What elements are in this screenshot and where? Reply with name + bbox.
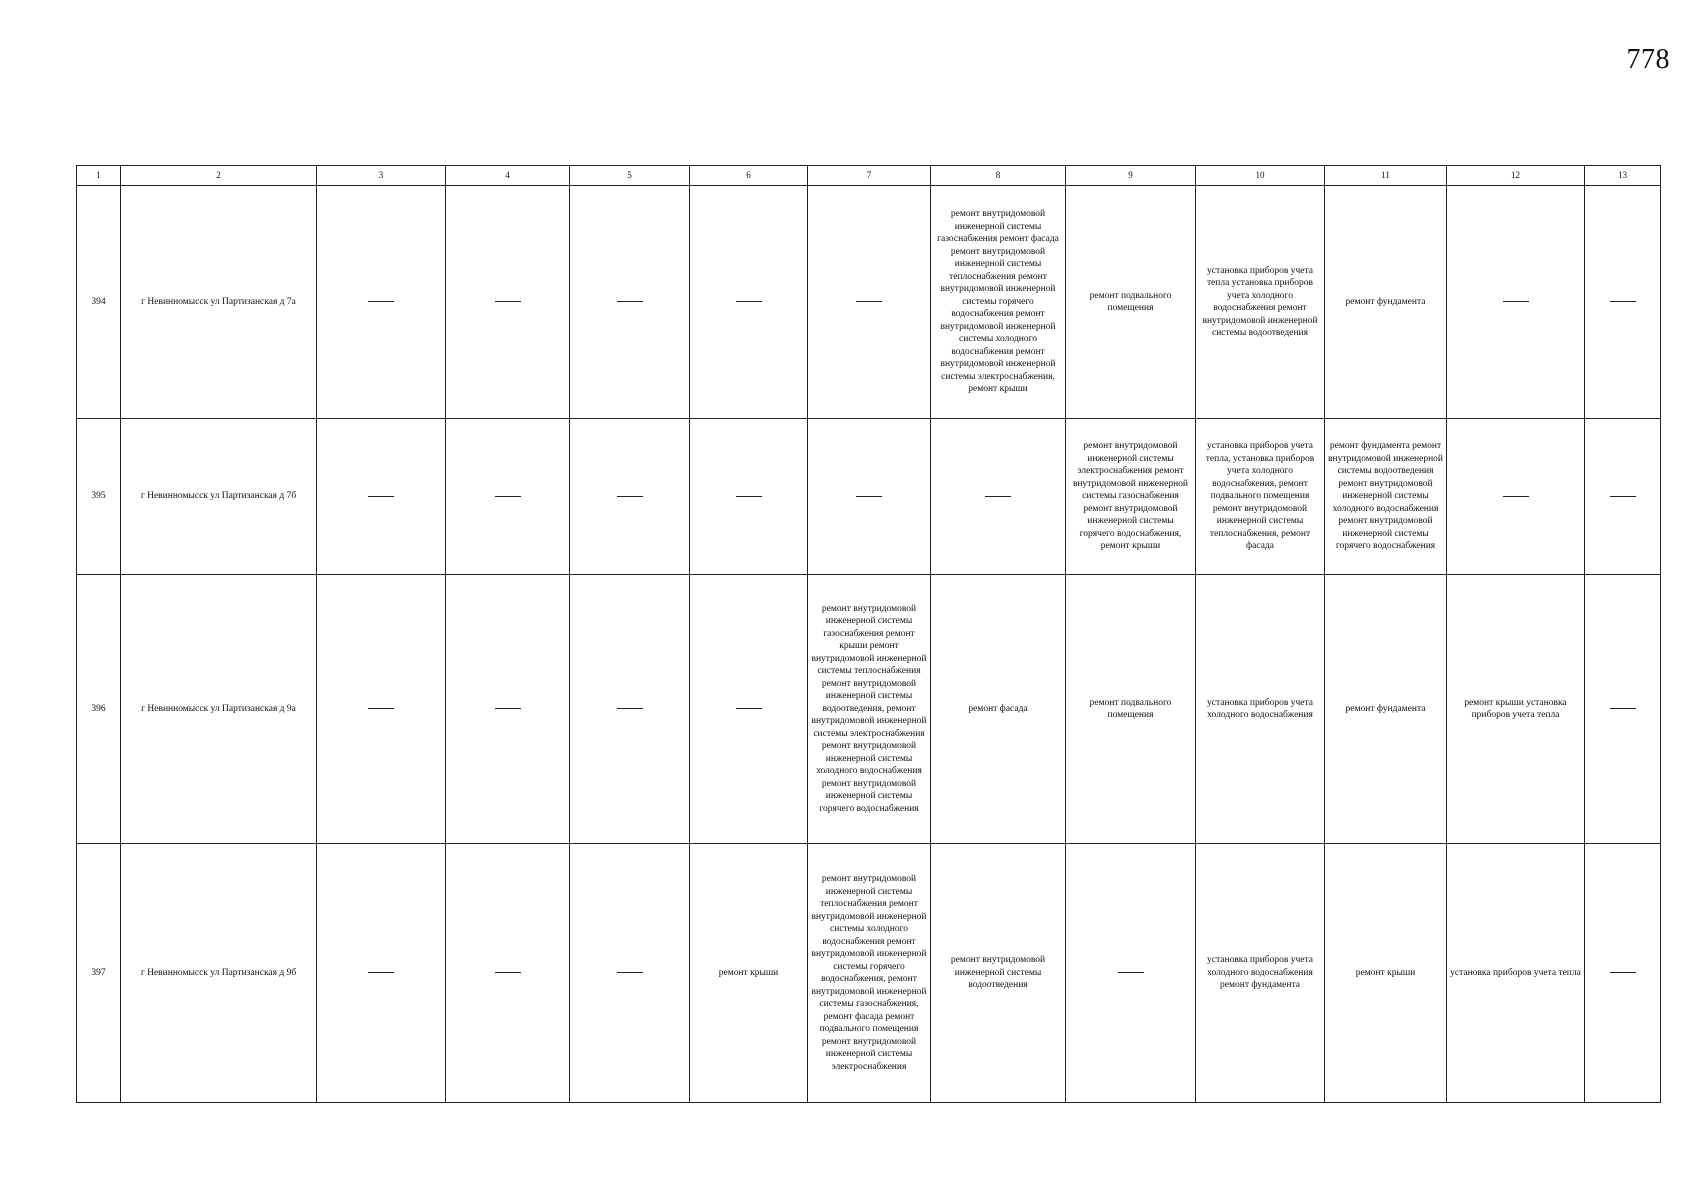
work-description: ремонт внутридомовой инженерной системы газоснабжения ремонт крыши ремонт внутридомовой инженерной системы теплоснабжения ремонт внутридомовой инженерной системы водоотведения, ремонт внутридомовой инженерной системы электроснабжения ремонт внутридомовой инженерной системы холодного водоснабжения ремонт внутридомовой инженерной системы горячего водоснабжения: [811, 603, 927, 814]
dash-mark: [617, 496, 643, 497]
row-number: 396: [77, 575, 121, 844]
address-cell: г Невинномысск ул Партизанская д 9а: [121, 575, 317, 844]
work-description: ремонт фундамента: [1345, 703, 1426, 714]
work-cell: [1447, 575, 1585, 844]
work-description: установка приборов учета тепла: [1450, 967, 1581, 978]
dash-mark: [495, 708, 521, 709]
dash-mark: [1503, 496, 1529, 497]
dash-mark: [1118, 972, 1144, 973]
table-row: [77, 186, 1661, 419]
row-number: 394: [77, 186, 121, 419]
address-cell: г Невинномысск ул Партизанская д 7а: [121, 186, 317, 419]
work-cell: [1196, 844, 1325, 1103]
address-cell: г Невинномысск ул Партизанская д 7б: [121, 419, 317, 575]
work-cell: [1325, 844, 1447, 1103]
dash-mark: [495, 972, 521, 973]
column-header: 6: [690, 166, 808, 186]
dash-mark: [617, 301, 643, 302]
work-cell: [1325, 419, 1447, 575]
dash-mark: [1503, 301, 1529, 302]
empty-cell: [317, 844, 446, 1103]
dash-mark: [368, 496, 394, 497]
repair-schedule-table: [76, 165, 1661, 1103]
empty-cell: [1447, 186, 1585, 419]
empty-cell: [570, 844, 690, 1103]
work-cell: [1196, 575, 1325, 844]
dash-mark: [1610, 972, 1636, 973]
empty-cell: [446, 186, 570, 419]
dash-mark: [368, 972, 394, 973]
dash-mark: [736, 496, 762, 497]
table-row: [77, 419, 1661, 575]
column-header: 1: [77, 166, 121, 186]
column-header: 12: [1447, 166, 1585, 186]
work-description: ремонт крыши: [1355, 967, 1416, 978]
work-description: ремонт подвального помещения: [1089, 290, 1172, 313]
empty-cell: [317, 419, 446, 575]
page-number: 778: [1626, 44, 1670, 75]
column-header: 3: [317, 166, 446, 186]
dash-mark: [495, 496, 521, 497]
row-number: 395: [77, 419, 121, 575]
column-header: 7: [808, 166, 931, 186]
empty-cell: [1066, 844, 1196, 1103]
empty-cell: [317, 575, 446, 844]
dash-mark: [1610, 708, 1636, 709]
work-cell: [1066, 186, 1196, 419]
empty-cell: [1585, 844, 1661, 1103]
dash-mark: [617, 972, 643, 973]
column-header: 4: [446, 166, 570, 186]
column-header: 11: [1325, 166, 1447, 186]
column-header: 10: [1196, 166, 1325, 186]
empty-cell: [690, 575, 808, 844]
empty-cell: [690, 419, 808, 575]
work-cell: [808, 844, 931, 1103]
empty-cell: [446, 419, 570, 575]
work-cell: [1196, 186, 1325, 419]
address-cell: г Невинномысск ул Партизанская д 9б: [121, 844, 317, 1103]
dash-mark: [368, 301, 394, 302]
empty-cell: [446, 844, 570, 1103]
work-description: ремонт крыши установка приборов учета тепла: [1464, 697, 1567, 720]
work-description: ремонт фундамента ремонт внутридомовой инженерной системы водоотведения ремонт внутридомовой инженерной системы холодного водоснабжения ремонт внутридомовой инженерной системы горячего водоснабжения: [1328, 441, 1444, 552]
work-description: ремонт внутридомовой инженерной системы газоснабжения ремонт фасада ремонт внутридомовой инженерной системы теплоснабжения ремонт внутридомовой инженерной системы горячего водоснабжения ремонт внутридомовой инженерной системы холодного водоснабжения ремонт внутридомовой инженерной системы электроснабжения, ремонт крыши: [937, 209, 1059, 395]
work-cell: [931, 575, 1066, 844]
column-header: 13: [1585, 166, 1661, 186]
empty-cell: [931, 419, 1066, 575]
work-cell: [1196, 419, 1325, 575]
work-cell: [1066, 575, 1196, 844]
empty-cell: [808, 186, 931, 419]
work-cell: [931, 186, 1066, 419]
empty-cell: [1585, 186, 1661, 419]
work-cell: [1325, 575, 1447, 844]
header-row: [77, 166, 1661, 186]
work-description: установка приборов учета тепла, установка приборов учета холодного водоснабжения, ремонт подвального помещения ремонт внутридомовой инженерной системы теплоснабжения, ремонт фасада: [1205, 441, 1315, 552]
work-description: установка приборов учета холодного водоснабжения ремонт фундамента: [1207, 955, 1313, 991]
work-description: ремонт подвального помещения: [1089, 697, 1172, 720]
dash-mark: [1610, 496, 1636, 497]
work-cell: [690, 844, 808, 1103]
empty-cell: [690, 186, 808, 419]
work-cell: [1325, 186, 1447, 419]
empty-cell: [1585, 419, 1661, 575]
work-description: ремонт фасада: [968, 703, 1028, 714]
empty-cell: [1585, 575, 1661, 844]
column-header: 9: [1066, 166, 1196, 186]
dash-mark: [368, 708, 394, 709]
empty-cell: [317, 186, 446, 419]
work-cell: [808, 575, 931, 844]
dash-mark: [985, 496, 1011, 497]
dash-mark: [495, 301, 521, 302]
work-description: установка приборов учета холодного водоснабжения: [1207, 697, 1313, 720]
work-description: ремонт внутридомовой инженерной системы водоотведения: [950, 955, 1046, 991]
column-header: 8: [931, 166, 1066, 186]
empty-cell: [570, 186, 690, 419]
work-description: ремонт фундамента: [1345, 296, 1426, 307]
work-cell: [1066, 419, 1196, 575]
empty-cell: [446, 575, 570, 844]
dash-mark: [1610, 301, 1636, 302]
table-row: [77, 575, 1661, 844]
work-description: установка приборов учета тепла установка приборов учета холодного водоснабжения ремонт внутридомовой инженерной системы водоотведения: [1202, 265, 1318, 338]
empty-cell: [570, 575, 690, 844]
work-cell: [1447, 844, 1585, 1103]
empty-cell: [570, 419, 690, 575]
column-header: 5: [570, 166, 690, 186]
work-cell: [931, 844, 1066, 1103]
dash-mark: [736, 301, 762, 302]
dash-mark: [856, 496, 882, 497]
work-description: ремонт внутридомовой инженерной системы электроснабжения ремонт внутридомовой инженерной системы газоснабжения ремонт внутридомовой инженерной системы горячего водоснабжения, ремонт крыши: [1072, 441, 1188, 552]
row-number: 397: [77, 844, 121, 1103]
column-header: 2: [121, 166, 317, 186]
work-description: ремонт крыши: [718, 967, 779, 978]
work-description: ремонт внутридомовой инженерной системы теплоснабжения ремонт внутридомовой инженерной системы холодного водоснабжения ремонт внутридомовой инженерной системы горячего водоснабжения, ремонт внутридомовой инженерной системы газоснабжения, ремонт фасада ремонт подвального помещения ремонт внутридомовой инженерной системы электроснабжения: [811, 874, 927, 1072]
dash-mark: [617, 708, 643, 709]
table-row: [77, 844, 1661, 1103]
empty-cell: [1447, 419, 1585, 575]
dash-mark: [856, 301, 882, 302]
dash-mark: [736, 708, 762, 709]
empty-cell: [808, 419, 931, 575]
